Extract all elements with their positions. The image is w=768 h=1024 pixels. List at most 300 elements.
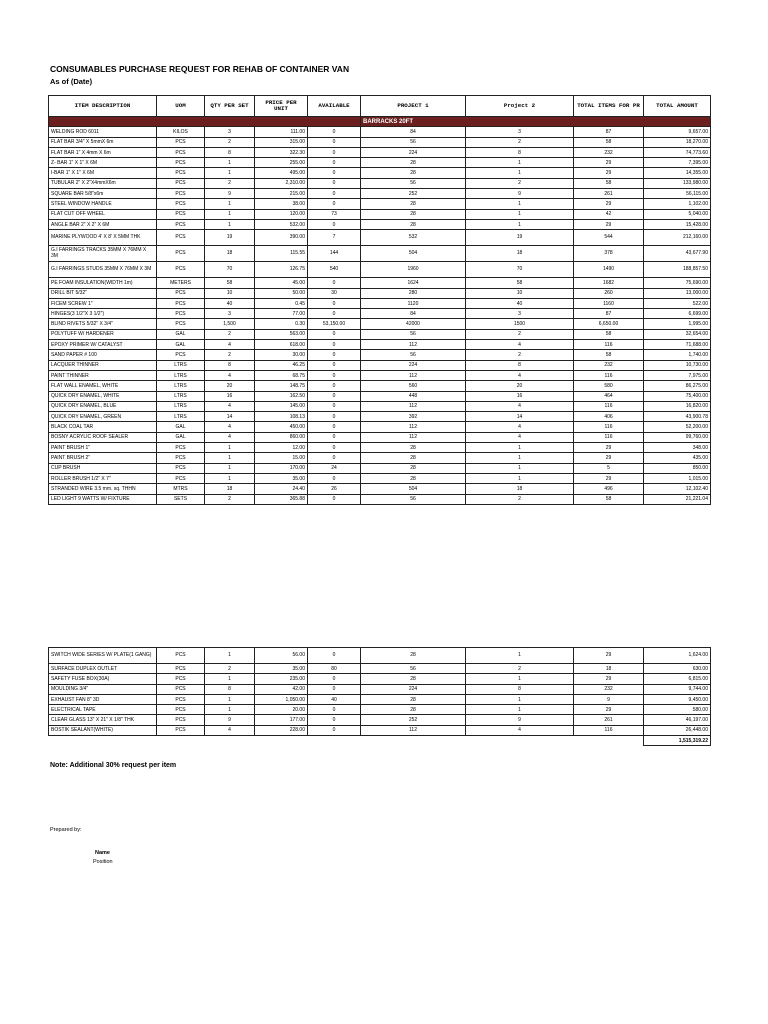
project-2-cell: 1	[466, 473, 574, 483]
price-per-unit-cell: 215.00	[255, 189, 308, 199]
qty-per-set-cell: 4	[205, 370, 255, 380]
available-cell: 53,150.00	[308, 319, 361, 329]
total-amount-cell: 74,773.60	[644, 147, 711, 157]
uom-cell: PCS	[157, 288, 205, 298]
project-1-cell: 42000	[361, 319, 466, 329]
qty-per-set-cell: 1	[205, 158, 255, 168]
uom-cell: PCS	[157, 168, 205, 178]
available-cell: 0	[308, 412, 361, 422]
total-items-for-pr-cell: 29	[574, 199, 644, 209]
available-cell: 80	[308, 664, 361, 674]
available-cell: 0	[308, 168, 361, 178]
total-items-for-pr-cell: 580	[574, 381, 644, 391]
project-2-cell: 1500	[466, 319, 574, 329]
project-1-cell: 280	[361, 288, 466, 298]
total-amount-cell: 6,699.00	[644, 309, 711, 319]
project-1-cell: 28	[361, 648, 466, 664]
available-cell: 0	[308, 494, 361, 504]
table-row	[49, 432, 711, 442]
item-description-cell: EXHAUST FAN 8" 3D	[49, 694, 157, 704]
total-items-for-pr-cell: 232	[574, 147, 644, 157]
project-1-cell: 84	[361, 127, 466, 137]
item-description-cell: CLEAR GLASS 13" X 21" X 1/8" THK	[49, 715, 157, 725]
project-1-cell: 112	[361, 422, 466, 432]
table-row	[49, 422, 711, 432]
item-description-cell: ANGLE BAR 2" X 2" X 6M	[49, 219, 157, 229]
uom-cell: PCS	[157, 158, 205, 168]
qty-per-set-cell: 9	[205, 189, 255, 199]
price-per-unit-cell: 46.25	[255, 360, 308, 370]
item-description-cell: PAINT THINNER	[49, 370, 157, 380]
qty-per-set-cell: 18	[205, 484, 255, 494]
total-items-for-pr-cell: 232	[574, 684, 644, 694]
project-1-cell: 28	[361, 209, 466, 219]
item-description-cell: FLAT BAR 3/4" X 5mmX 6m	[49, 137, 157, 147]
project-1-cell: 1120	[361, 298, 466, 308]
column-header: QTY PER SET	[205, 96, 255, 117]
uom-cell: PCS	[157, 715, 205, 725]
available-cell: 30	[308, 288, 361, 298]
item-description-cell: WELDING ROD 6011	[49, 127, 157, 137]
uom-cell: PCS	[157, 319, 205, 329]
total-amount-cell: 188,857.50	[644, 262, 711, 278]
total-amount-cell: 850.00	[644, 463, 711, 473]
total-amount-cell: 46,197.00	[644, 715, 711, 725]
signatory-name: Name	[95, 850, 110, 856]
project-2-cell: 1	[466, 168, 574, 178]
price-per-unit-cell: 228.00	[255, 725, 308, 735]
project-2-cell: 18	[466, 246, 574, 262]
table-row	[49, 473, 711, 483]
total-amount-cell: 7,975.00	[644, 370, 711, 380]
uom-cell: PCS	[157, 350, 205, 360]
qty-per-set-cell: 18	[205, 246, 255, 262]
project-1-cell: 28	[361, 694, 466, 704]
total-amount-cell: 5,040.00	[644, 209, 711, 219]
table-row	[49, 463, 711, 473]
qty-per-set-cell: 1	[205, 473, 255, 483]
total-amount-cell: 435.00	[644, 453, 711, 463]
table-row	[49, 401, 711, 411]
item-description-cell: FLAT WALL ENAMEL, WHITE	[49, 381, 157, 391]
total-amount-cell: 13,000.00	[644, 288, 711, 298]
total-items-for-pr-cell: 58	[574, 178, 644, 188]
item-description-cell: FICEM SCREW 1"	[49, 298, 157, 308]
column-header: PROJECT 1	[361, 96, 466, 117]
price-per-unit-cell: 315.00	[255, 137, 308, 147]
table-row	[49, 137, 711, 147]
total-items-for-pr-cell: 29	[574, 443, 644, 453]
available-cell: 26	[308, 484, 361, 494]
available-cell: 40	[308, 694, 361, 704]
uom-cell: PCS	[157, 705, 205, 715]
project-1-cell: 56	[361, 350, 466, 360]
total-amount-cell: 14,355.00	[644, 168, 711, 178]
price-per-unit-cell: 162.50	[255, 391, 308, 401]
price-per-unit-cell: 0.45	[255, 298, 308, 308]
table-row	[49, 725, 711, 735]
table-row	[49, 664, 711, 674]
qty-per-set-cell: 1	[205, 694, 255, 704]
project-1-cell: 56	[361, 137, 466, 147]
grand-total-spacer	[49, 736, 644, 746]
signatory-position: Position	[93, 859, 113, 865]
total-amount-cell: 43,677.90	[644, 246, 711, 262]
available-cell: 0	[308, 219, 361, 229]
available-cell: 73	[308, 209, 361, 219]
project-1-cell: 252	[361, 189, 466, 199]
total-items-for-pr-cell: 58	[574, 494, 644, 504]
total-items-for-pr-cell: 29	[574, 219, 644, 229]
available-cell: 0	[308, 309, 361, 319]
available-cell: 0	[308, 147, 361, 157]
total-amount-cell: 56,115.00	[644, 189, 711, 199]
total-items-for-pr-cell: 1490	[574, 262, 644, 278]
available-cell: 0	[308, 705, 361, 715]
table-row	[49, 288, 711, 298]
additional-items-table	[48, 647, 711, 746]
project-2-cell: 16	[466, 391, 574, 401]
available-cell: 144	[308, 246, 361, 262]
total-amount-cell: 99,760.00	[644, 432, 711, 442]
qty-per-set-cell: 1	[205, 463, 255, 473]
project-1-cell: 1624	[361, 278, 466, 288]
item-description-cell: DRILL BIT 5/32"	[49, 288, 157, 298]
uom-cell: PCS	[157, 648, 205, 664]
uom-cell: PCS	[157, 219, 205, 229]
project-2-cell: 9	[466, 715, 574, 725]
total-amount-cell: 1,740.00	[644, 350, 711, 360]
uom-cell: PCS	[157, 178, 205, 188]
total-items-for-pr-cell: 378	[574, 246, 644, 262]
total-items-for-pr-cell: 6,650.00	[574, 319, 644, 329]
price-per-unit-cell: 120.00	[255, 209, 308, 219]
table-row	[49, 319, 711, 329]
project-2-cell: 8	[466, 147, 574, 157]
total-amount-cell: 86,275.00	[644, 381, 711, 391]
price-per-unit-cell: 42.00	[255, 684, 308, 694]
total-amount-cell: 1,102.00	[644, 199, 711, 209]
uom-cell: PCS	[157, 137, 205, 147]
main-items-body	[49, 117, 711, 505]
total-amount-cell: 21,221.04	[644, 494, 711, 504]
project-2-cell: 8	[466, 684, 574, 694]
table-row	[49, 370, 711, 380]
uom-cell: PCS	[157, 463, 205, 473]
uom-cell: PCS	[157, 473, 205, 483]
available-cell: 0	[308, 178, 361, 188]
uom-cell: PCS	[157, 147, 205, 157]
grand-total-row	[49, 736, 711, 746]
uom-cell: PCS	[157, 674, 205, 684]
note-text: Note: Additional 30% request per item	[50, 762, 177, 769]
document-subtitle: As of (Date)	[50, 77, 93, 86]
project-1-cell: 112	[361, 401, 466, 411]
price-per-unit-cell: 860.00	[255, 432, 308, 442]
item-description-cell: PE FOAM INSULATION(WIDTH 1m)	[49, 278, 157, 288]
available-cell: 24	[308, 463, 361, 473]
uom-cell: PCS	[157, 453, 205, 463]
project-2-cell: 1	[466, 453, 574, 463]
total-amount-cell: 10,730.00	[644, 360, 711, 370]
qty-per-set-cell: 8	[205, 684, 255, 694]
qty-per-set-cell: 2	[205, 178, 255, 188]
uom-cell: LTRS	[157, 412, 205, 422]
project-2-cell: 40	[466, 298, 574, 308]
uom-cell: PCS	[157, 262, 205, 278]
project-2-cell: 8	[466, 360, 574, 370]
item-description-cell: BLIND RIVETS 5/32" X 3/4"	[49, 319, 157, 329]
qty-per-set-cell: 1	[205, 209, 255, 219]
item-description-cell: PAINT BRUSH 2"	[49, 453, 157, 463]
table-row	[49, 381, 711, 391]
table-row	[49, 168, 711, 178]
project-2-cell: 2	[466, 494, 574, 504]
price-per-unit-cell: 108.13	[255, 412, 308, 422]
project-1-cell: 28	[361, 443, 466, 453]
project-2-cell: 1	[466, 158, 574, 168]
item-description-cell: HINGES(3 1/2"X 3 1/2")	[49, 309, 157, 319]
total-amount-cell: 1,624.00	[644, 648, 711, 664]
qty-per-set-cell: 2	[205, 329, 255, 339]
qty-per-set-cell: 4	[205, 432, 255, 442]
price-per-unit-cell: 532.00	[255, 219, 308, 229]
project-2-cell: 1	[466, 648, 574, 664]
qty-per-set-cell: 1	[205, 443, 255, 453]
table-row	[49, 494, 711, 504]
column-header: AVAILABLE	[308, 96, 361, 117]
table-row	[49, 350, 711, 360]
qty-per-set-cell: 1	[205, 648, 255, 664]
total-items-for-pr-cell: 260	[574, 288, 644, 298]
price-per-unit-cell: 563.00	[255, 329, 308, 339]
qty-per-set-cell: 20	[205, 381, 255, 391]
project-1-cell: 112	[361, 432, 466, 442]
available-cell: 0	[308, 298, 361, 308]
available-cell: 0	[308, 473, 361, 483]
available-cell: 0	[308, 137, 361, 147]
qty-per-set-cell: 4	[205, 422, 255, 432]
total-items-for-pr-cell: 116	[574, 370, 644, 380]
total-items-for-pr-cell: 18	[574, 664, 644, 674]
project-1-cell: 28	[361, 453, 466, 463]
column-header: TOTAL ITEMS FOR PR	[574, 96, 644, 117]
item-description-cell: SAFETY FUSE BOX(30A)	[49, 674, 157, 684]
project-2-cell: 1	[466, 463, 574, 473]
project-2-cell: 2	[466, 664, 574, 674]
table-row	[49, 648, 711, 664]
project-2-cell: 19	[466, 230, 574, 246]
uom-cell: LTRS	[157, 360, 205, 370]
total-amount-cell: 6,815.00	[644, 674, 711, 684]
uom-cell: PCS	[157, 246, 205, 262]
price-per-unit-cell: 450.00	[255, 422, 308, 432]
table-row	[49, 262, 711, 278]
uom-cell: PCS	[157, 725, 205, 735]
price-per-unit-cell: 35.00	[255, 664, 308, 674]
project-2-cell: 4	[466, 422, 574, 432]
price-per-unit-cell: 20.00	[255, 705, 308, 715]
price-per-unit-cell: 38.00	[255, 199, 308, 209]
table-row	[49, 199, 711, 209]
item-description-cell: FLAT CUT OFF WHEEL	[49, 209, 157, 219]
total-amount-cell: 630.00	[644, 664, 711, 674]
qty-per-set-cell: 9	[205, 715, 255, 725]
uom-cell: SETS	[157, 494, 205, 504]
price-per-unit-cell: 24.40	[255, 484, 308, 494]
qty-per-set-cell: 2	[205, 137, 255, 147]
total-amount-cell: 1,995.00	[644, 319, 711, 329]
total-items-for-pr-cell: 42	[574, 209, 644, 219]
qty-per-set-cell: 1,500	[205, 319, 255, 329]
price-per-unit-cell: 255.00	[255, 158, 308, 168]
project-1-cell: 56	[361, 329, 466, 339]
project-2-cell: 20	[466, 381, 574, 391]
item-description-cell: SAND PAPER # 100	[49, 350, 157, 360]
total-amount-cell: 75,400.00	[644, 391, 711, 401]
table-row	[49, 219, 711, 229]
total-items-for-pr-cell: 261	[574, 715, 644, 725]
price-per-unit-cell: 390.00	[255, 230, 308, 246]
available-cell: 7	[308, 230, 361, 246]
total-items-for-pr-cell: 58	[574, 350, 644, 360]
total-amount-cell: 133,980.00	[644, 178, 711, 188]
column-header: UOM	[157, 96, 205, 117]
uom-cell: PCS	[157, 684, 205, 694]
uom-cell: GAL	[157, 340, 205, 350]
total-amount-cell: 16,820.00	[644, 401, 711, 411]
available-cell: 0	[308, 278, 361, 288]
item-description-cell: ELECTRICAL TAPE	[49, 705, 157, 715]
qty-per-set-cell: 19	[205, 230, 255, 246]
column-header: TOTAL AMOUNT	[644, 96, 711, 117]
column-header: Project 2	[466, 96, 574, 117]
total-amount-cell: 43,900.78	[644, 412, 711, 422]
document-title: CONSUMABLES PURCHASE REQUEST FOR REHAB OF CONTAINER VAN	[50, 64, 350, 74]
uom-cell: PCS	[157, 443, 205, 453]
column-header: ITEM DESCRIPTION	[49, 96, 157, 117]
price-per-unit-cell: 12.00	[255, 443, 308, 453]
table-row	[49, 684, 711, 694]
available-cell: 0	[308, 674, 361, 684]
available-cell: 0	[308, 381, 361, 391]
table-row	[49, 360, 711, 370]
project-1-cell: 84	[361, 309, 466, 319]
item-description-cell: SQUARE BAR 5/8"x6m	[49, 189, 157, 199]
project-1-cell: 224	[361, 360, 466, 370]
total-amount-cell: 580.00	[644, 705, 711, 715]
item-description-cell: SURFACE DUPLEX OUTLET	[49, 664, 157, 674]
item-description-cell: TUBULAR 2" X 2"X4mmX6m	[49, 178, 157, 188]
uom-cell: PCS	[157, 209, 205, 219]
total-amount-cell: 212,160.00	[644, 230, 711, 246]
project-1-cell: 56	[361, 664, 466, 674]
total-amount-cell: 26,448.00	[644, 725, 711, 735]
qty-per-set-cell: 2	[205, 350, 255, 360]
qty-per-set-cell: 2	[205, 494, 255, 504]
project-2-cell: 2	[466, 137, 574, 147]
item-description-cell: QUICK DRY ENAMEL, BLUE	[49, 401, 157, 411]
uom-cell: LTRS	[157, 391, 205, 401]
project-2-cell: 4	[466, 340, 574, 350]
available-cell: 0	[308, 453, 361, 463]
table-row	[49, 391, 711, 401]
qty-per-set-cell: 1	[205, 199, 255, 209]
item-description-cell: BLACK COAL TAR	[49, 422, 157, 432]
project-2-cell: 4	[466, 725, 574, 735]
table-row	[49, 147, 711, 157]
table-row	[49, 178, 711, 188]
price-per-unit-cell: 235.00	[255, 674, 308, 684]
project-2-cell: 1	[466, 674, 574, 684]
project-1-cell: 224	[361, 147, 466, 157]
total-items-for-pr-cell: 544	[574, 230, 644, 246]
item-description-cell: STRANDED WIRE 3.5 mm. sq. THHN	[49, 484, 157, 494]
total-amount-cell: 348.00	[644, 443, 711, 453]
total-items-for-pr-cell: 9	[574, 694, 644, 704]
total-amount-cell: 9,450.00	[644, 694, 711, 704]
qty-per-set-cell: 1	[205, 168, 255, 178]
project-2-cell: 4	[466, 432, 574, 442]
project-1-cell: 392	[361, 412, 466, 422]
table-row	[49, 694, 711, 704]
project-2-cell: 70	[466, 262, 574, 278]
price-per-unit-cell: 365.88	[255, 494, 308, 504]
available-cell: 0	[308, 725, 361, 735]
price-per-unit-cell: 115.55	[255, 246, 308, 262]
item-description-cell: G.I FARRINGS TRACKS 35MM X 76MM X 3M	[49, 246, 157, 262]
total-items-for-pr-cell: 116	[574, 725, 644, 735]
table-row	[49, 209, 711, 219]
available-cell: 0	[308, 401, 361, 411]
item-description-cell: LED LIGHT 9 WATTS W/ FIXTURE	[49, 494, 157, 504]
available-cell: 0	[308, 329, 361, 339]
total-amount-cell: 7,395.00	[644, 158, 711, 168]
uom-cell: LTRS	[157, 401, 205, 411]
table-row	[49, 715, 711, 725]
price-per-unit-cell: 177.00	[255, 715, 308, 725]
table-row	[49, 705, 711, 715]
grand-total-value: 1,515,319.22	[644, 736, 711, 746]
project-1-cell: 28	[361, 199, 466, 209]
table-header-row	[49, 96, 711, 117]
total-items-for-pr-cell: 87	[574, 309, 644, 319]
total-items-for-pr-cell: 29	[574, 158, 644, 168]
available-cell: 0	[308, 199, 361, 209]
qty-per-set-cell: 8	[205, 147, 255, 157]
uom-cell: KILOS	[157, 127, 205, 137]
price-per-unit-cell: 15.00	[255, 453, 308, 463]
project-1-cell: 1960	[361, 262, 466, 278]
section-label: BARRACKS 20FT	[361, 117, 711, 127]
total-items-for-pr-cell: 116	[574, 340, 644, 350]
price-per-unit-cell: 35.00	[255, 473, 308, 483]
table-row	[49, 309, 711, 319]
qty-per-set-cell: 1	[205, 453, 255, 463]
total-items-for-pr-cell: 1160	[574, 298, 644, 308]
available-cell: 0	[308, 443, 361, 453]
qty-per-set-cell: 1	[205, 674, 255, 684]
total-items-for-pr-cell: 116	[574, 401, 644, 411]
available-cell: 0	[308, 432, 361, 442]
available-cell: 0	[308, 350, 361, 360]
project-2-cell: 4	[466, 370, 574, 380]
project-2-cell: 2	[466, 178, 574, 188]
item-description-cell: FLAT BAR 1" X 4mm X 6m	[49, 147, 157, 157]
prepared-by-label: Prepared by:	[50, 827, 82, 833]
table-row	[49, 674, 711, 684]
project-2-cell: 14	[466, 412, 574, 422]
